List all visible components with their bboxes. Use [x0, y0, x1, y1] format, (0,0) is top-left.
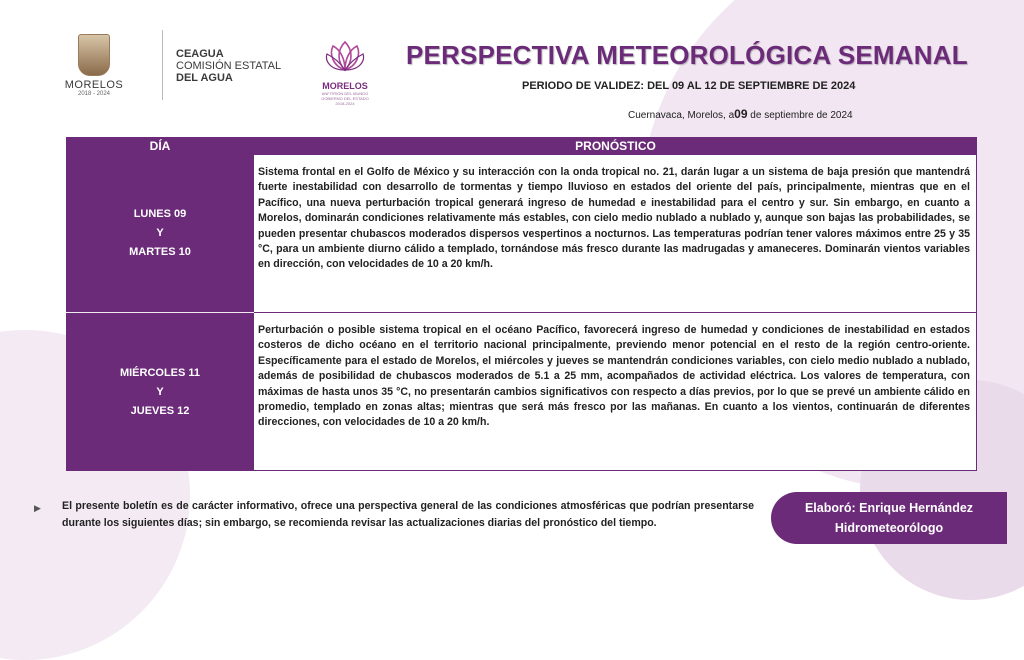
morelos-logo [52, 34, 136, 97]
agency-line3: DEL AGUA [176, 72, 233, 84]
date-suffix: de septiembre de 2024 [747, 110, 853, 121]
issue-date [628, 107, 853, 121]
author-badge [771, 492, 1007, 544]
page-title: PERSPECTIVA METEOROLÓGICA SEMANAL [406, 40, 968, 70]
column-header-day: DÍA [149, 139, 171, 153]
day-connector: Y [156, 227, 164, 239]
column-header-forecast: PRONÓSTICO [575, 139, 656, 153]
day-label: JUEVES 12 [130, 404, 190, 417]
logo-years: 2018 - 2024 [77, 91, 111, 97]
day-cell [66, 155, 254, 313]
morelos-flower-logo [312, 36, 378, 106]
agency-name [176, 48, 281, 84]
forecast-table [66, 137, 977, 471]
author-name: Elaboró: Enrique Hernández [804, 501, 974, 515]
logo-sub: GOBIERNO DEL ESTADO [321, 96, 369, 101]
logo-years: 2018-2024 [335, 101, 355, 106]
forecast-text: Perturbación o posible sistema tropical en el océano Pacífico, favorecerá ingreso de humedad y condiciones de inestabilidad en estados costeros de dicho océano en el territorio nacional principalmente, previendo menor potencial en el resto de la región centro-oriente. Específicamente para el estado de Morelos, el miércoles y jueves se mantendrán condiciones variables, con cielo medio nublado a nublado, además de posibilidad de chubascos moderados de 5.1 a 25 mm, acompañados de actividad eléctrica. Los valores de temperatura, con máximas de hasta unos 35 °C, no presentarán cambios significativos con respecto a días previos, por lo que se prevé un ambiente cálido en promedio, templado en zonas altas; mientras que será más fresco por las mañanas. En cuanto a los vientos, continuarán de diferentes direcciones, con velocidades de 10 a 20 km/h. [254, 313, 977, 471]
date-day: 09 [734, 107, 748, 121]
day-label: MARTES 10 [129, 246, 191, 258]
bullet-arrow-icon: ▶ [34, 503, 41, 513]
logo-name: MORELOS [322, 81, 368, 91]
day-label: LUNES 09 [133, 208, 187, 220]
forecast-text: Sistema frontal en el Golfo de México y su interacción con la onda tropical no. 21, darán lugar a un sistema de baja presión que mantendrá fuerte inestabilidad con desarrollo de tormentas y tiempo lluvioso en estados del oriente del país, principalmente, mientras que en el Pacífico, una nueva perturbación tropical generará ingreso de humedad e inestabilidad para el centro y sur. Sin embargo, en cuanto a Morelos, dominarán condiciones relativamente más estables, con cielo medio nublado a nublado y, aunque son bajas las probabilidades, se pueden presentar chubascos moderados dispersos vespertinos a nocturnos. Las temperaturas podrían tener valores máximos entre 25 y 35 °C, para un ambiente diurno cálido a templado, tornándose más fresco durante las madrugadas y amaneceres. Dominarán vientos variables en dirección, con velocidades de 10 a 20 km/h. [254, 155, 977, 313]
flower-icon [325, 36, 365, 76]
table-header [66, 137, 977, 155]
logo-tagline: ANFITRIÓN DEL MUNDO [321, 91, 369, 96]
table-row [66, 155, 977, 313]
header-divider [162, 30, 163, 100]
day-label: MIÉRCOLES 11 [119, 366, 201, 379]
author-role: Hidrometeorólogo [834, 521, 944, 535]
coat-of-arms-icon [78, 34, 110, 76]
validity-period: PERIODO DE VALIDEZ: DEL 09 AL 12 DE SEPTIEMBRE DE 2024 [522, 80, 856, 92]
day-connector: Y [156, 385, 164, 398]
date-prefix: Cuernavaca, Morelos, a [628, 110, 735, 121]
disclaimer-text: El presente boletín es de carácter informativo, ofrece una perspectiva general de las condiciones atmosféricas que podrían presentarse durante los siguientes días; sin embargo, se recomienda revisar las actualizaciones diarias del pronóstico del tiempo. [62, 500, 754, 529]
agency-line2: COMISIÓN ESTATAL [176, 60, 282, 72]
day-cell [66, 313, 254, 471]
table-row [66, 313, 977, 471]
agency-line1: CEAGUA [176, 48, 224, 60]
logo-name: MORELOS [64, 79, 124, 91]
